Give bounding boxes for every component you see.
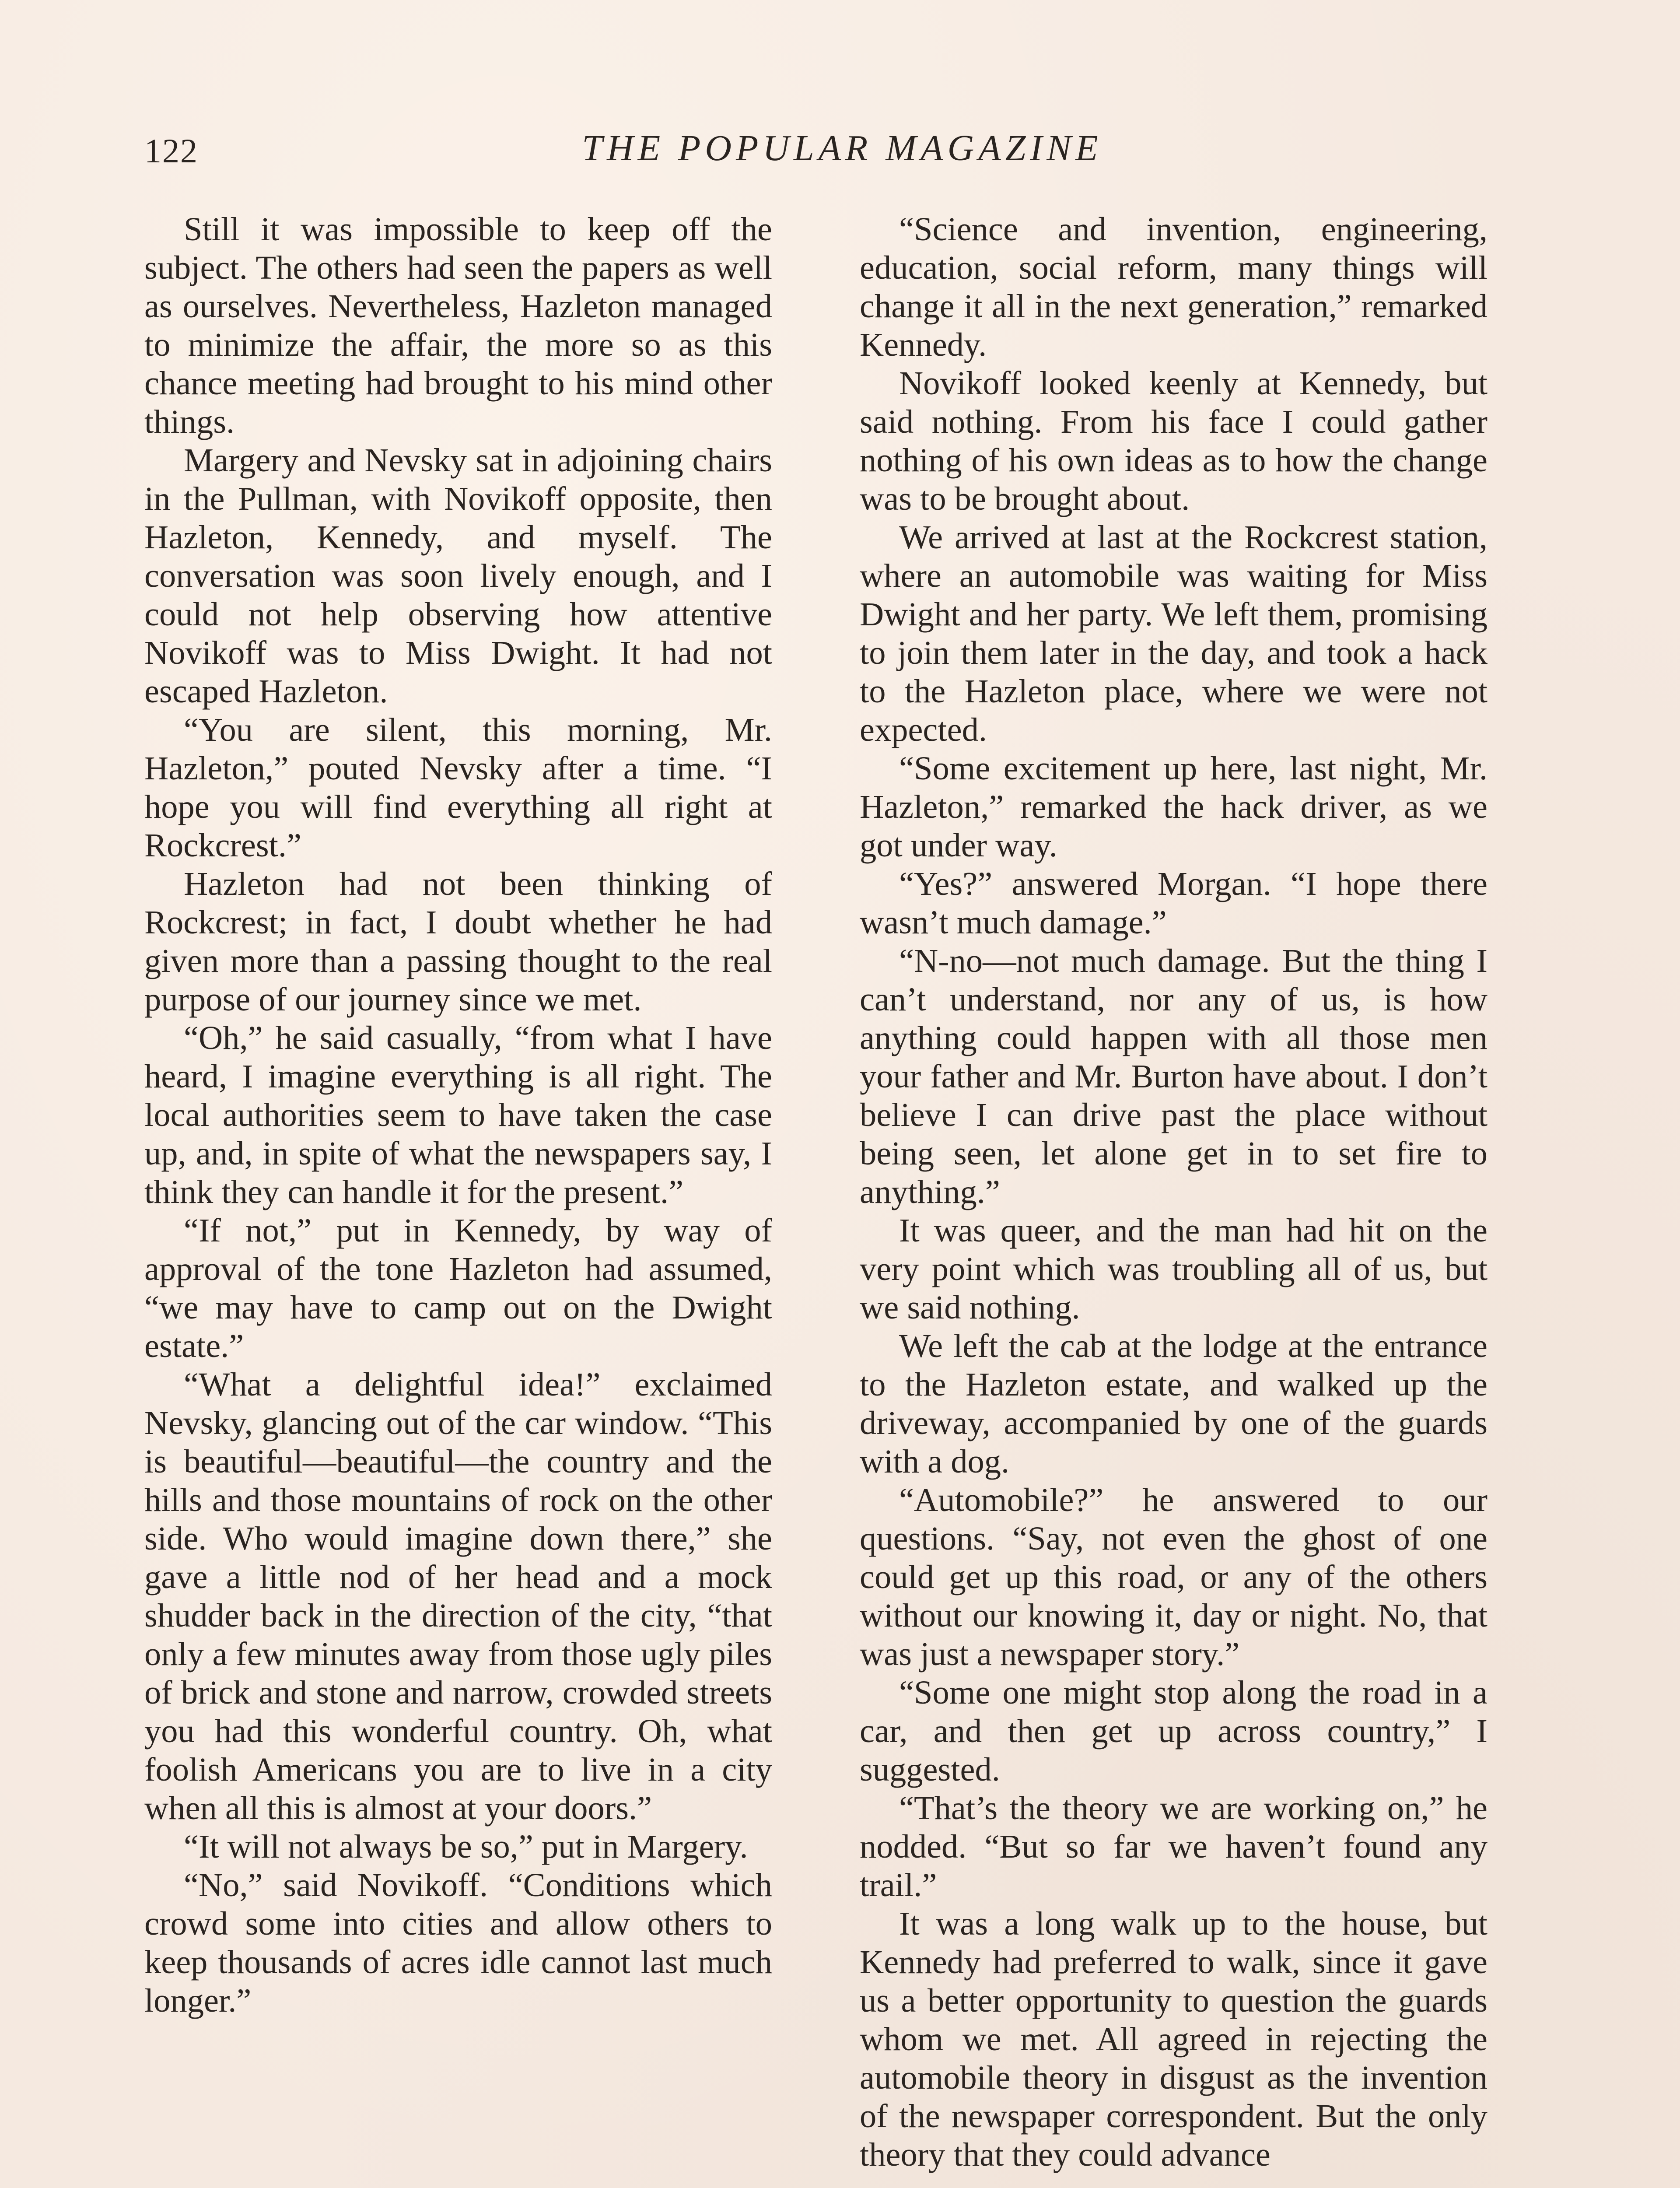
paragraph: Novikoff looked keenly at Kennedy, but said nothing. From his face I could gather nothing of his own ideas as to how the change was to be brought about. <box>860 365 1488 517</box>
left-column <box>144 210 772 2020</box>
paragraph: We left the cab at the lodge at the entrance to the Hazleton estate, and walked up the driveway, accompanied by one of the guards with a dog. <box>860 1327 1488 1480</box>
paragraph: It was queer, and the man had hit on the very point which was troubling all of us, but we said nothing. <box>860 1212 1488 1326</box>
paragraph: “N-no—not much damage. But the thing I can’t understand, nor any of us, is how anything could happen with all those men your father and Mr. Burton have about. I don’t believe I can drive past the place without being seen, let alone get in to set fire to anything.” <box>860 942 1488 1210</box>
paragraph: “Science and invention, engineering, education, social reform, many things will change it all in the next generation,” remarked Kennedy. <box>860 210 1488 363</box>
paragraph: It was a long walk up to the house, but Kennedy had preferred to walk, since it gave us a better opportunity to question the guards whom we met. All agreed in rejecting the automobile theory in disgust as the invention of the newspaper correspondent. But the only theory that they could advance <box>860 1905 1488 2173</box>
paragraph: Still it was impossible to keep off the subject. The others had seen the papers as well as ourselves. Nevertheless, Hazleton managed to minimize the affair, the more so as this chance meeting had brought to his mind other things. <box>144 210 772 440</box>
magazine-title: THE POPULAR MAGAZINE <box>582 128 1102 168</box>
paragraph: Hazleton had not been thinking of Rockcrest; in fact, I doubt whether he had given more than a passing thought to the real purpose of our journey since we met. <box>144 865 772 1018</box>
paragraph: Margery and Nevsky sat in adjoining chairs in the Pullman, with Novikoff opposite, then Hazleton, Kennedy, and myself. The conversation was soon lively enough, and I could not help observing how attentive Novikoff was to Miss Dwight. It had not escaped Hazleton. <box>144 442 772 710</box>
paragraph: “What a delightful idea!” exclaimed Nevsky, glancing out of the car window. “This is beautiful—beautiful—the country and the hills and those mountains of rock on the other side. Who would imagine down there,” she gave a little nod of her head and a mock shudder back in the direction of the city, “that only a few minutes away from those ugly piles of brick and stone and narrow, crowded streets you had this wonderful country. Oh, what foolish Americans you are to live in a city when all this is almost at your doors.” <box>144 1366 772 1827</box>
paragraph: “Yes?” answered Morgan. “I hope there wasn’t much damage.” <box>860 865 1488 941</box>
paragraph: “Some one might stop along the road in a car, and then get up across country,” I suggested. <box>860 1674 1488 1788</box>
page-number: 122 <box>144 132 198 170</box>
paragraph: “Some excitement up here, last night, Mr. Hazleton,” remarked the hack driver, as we got under way. <box>860 750 1488 864</box>
paragraph: “If not,” put in Kennedy, by way of approval of the tone Hazleton had assumed, “we may have to camp out on the Dwight estate.” <box>144 1212 772 1364</box>
paragraph: We arrived at last at the Rockcrest station, where an automobile was waiting for Miss Dwight and her party. We left them, promising to join them later in the day, and took a hack to the Hazleton place, where we were not expected. <box>860 519 1488 748</box>
paragraph: “Oh,” he said casually, “from what I have heard, I imagine everything is all right. The local authorities seem to have taken the case up, and, in spite of what the newspapers say, I think they can handle it for the present.” <box>144 1019 772 1210</box>
right-column <box>860 210 1488 2174</box>
paragraph: “No,” said Novikoff. “Conditions which crowd some into cities and allow others to keep thousands of acres idle cannot last much longer.” <box>144 1866 772 2019</box>
paragraph: “You are silent, this morning, Mr. Hazleton,” pouted Nevsky after a time. “I hope you will find everything all right at Rockcrest.” <box>144 711 772 864</box>
paragraph: “It will not always be so,” put in Margery. <box>184 1828 748 1865</box>
paragraph: “That’s the theory we are working on,” he nodded. “But so far we haven’t found any trail.” <box>860 1789 1488 1904</box>
page-header <box>144 127 1540 179</box>
paragraph: “Automobile?” he answered to our questions. “Say, not even the ghost of one could get up this road, or any of the others without our knowing it, day or night. No, that was just a newspaper story.” <box>860 1481 1488 1673</box>
